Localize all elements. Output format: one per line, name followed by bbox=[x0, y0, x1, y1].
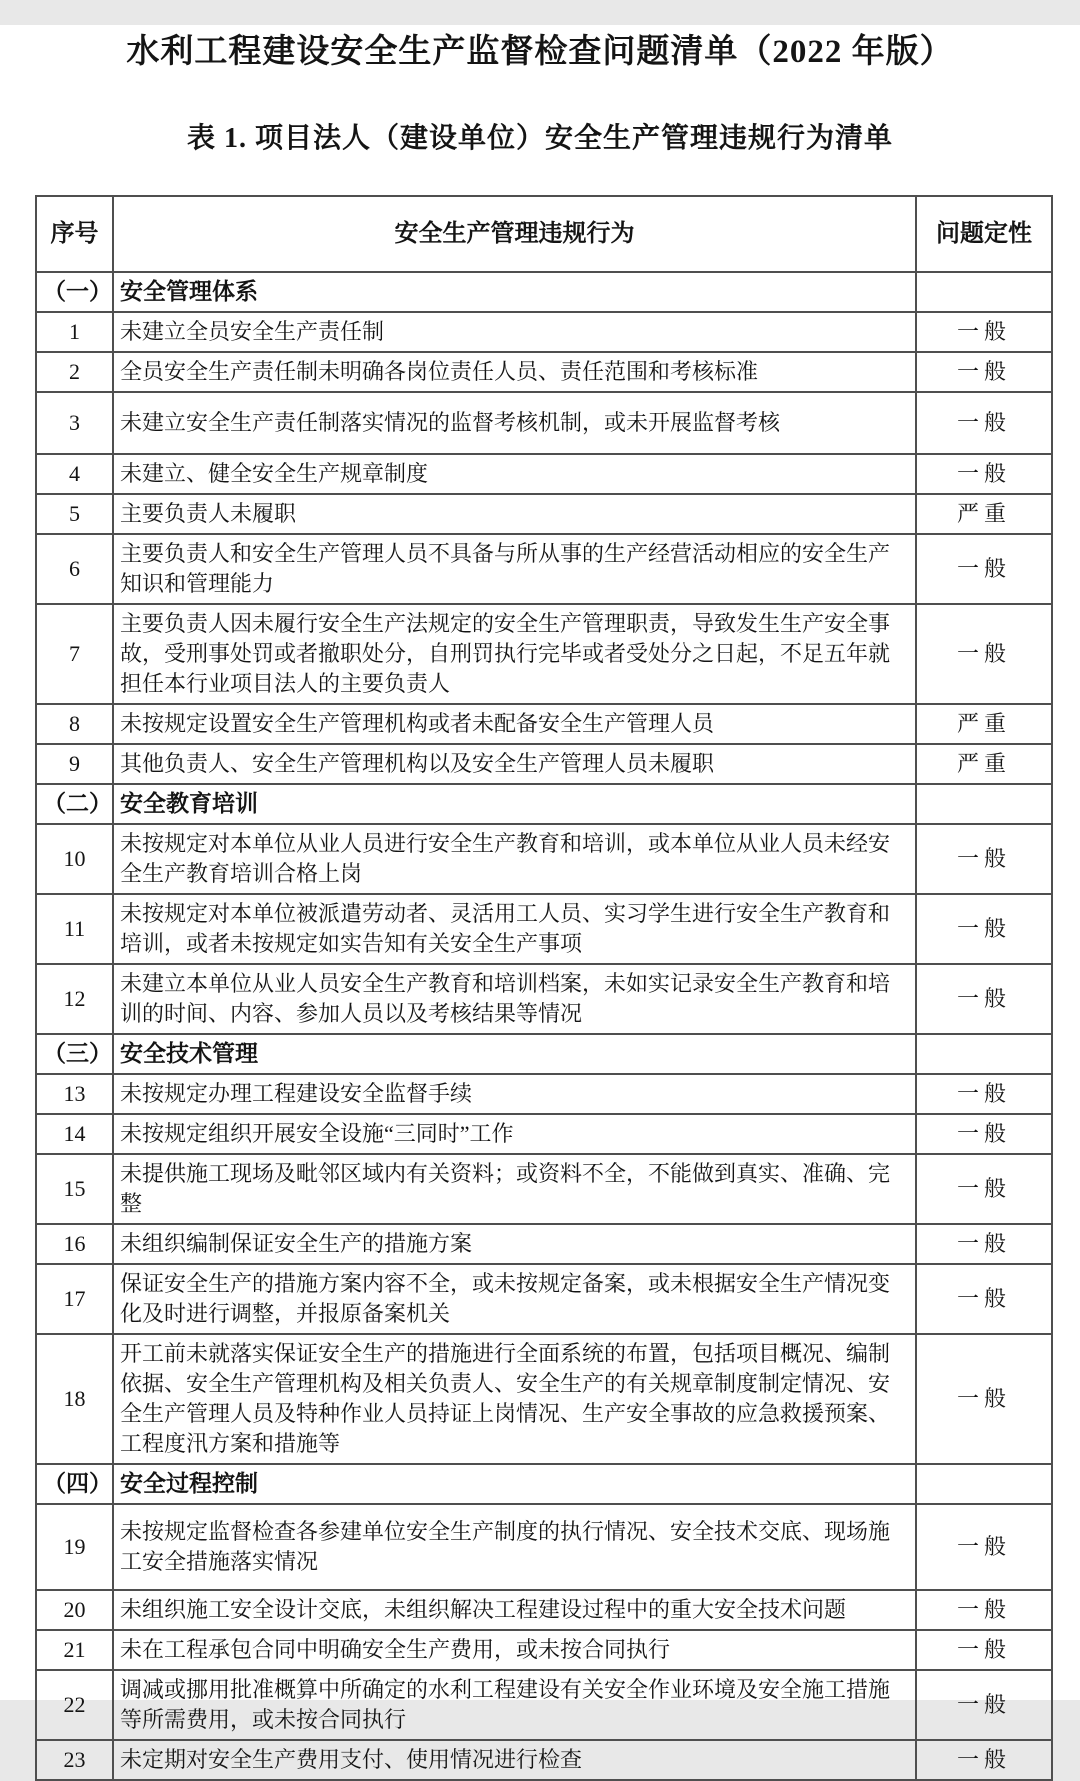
row-number: 9 bbox=[36, 744, 113, 784]
severity-label: 一般 bbox=[916, 1334, 1052, 1464]
violation-behavior-text: 主要负责人未履职 bbox=[113, 494, 916, 534]
row-number: 12 bbox=[36, 964, 113, 1034]
violation-behavior-text: 调减或挪用批准概算中所确定的水利工程建设有关安全作业环境及安全施工措施等所需费用，或未按合同执行 bbox=[113, 1670, 916, 1740]
table-row bbox=[36, 392, 1052, 454]
table-row bbox=[36, 1114, 1052, 1154]
row-number: 23 bbox=[36, 1740, 113, 1780]
table-row bbox=[36, 1224, 1052, 1264]
document-title: 水利工程建设安全生产监督检查问题清单（2022 年版） bbox=[126, 34, 954, 70]
severity-label: 一般 bbox=[916, 894, 1052, 964]
table-row bbox=[36, 824, 1052, 894]
violation-behavior-text: 主要负责人和安全生产管理人员不具备与所从事的生产经营活动相应的安全生产知识和管理能力 bbox=[113, 534, 916, 604]
row-number: 16 bbox=[36, 1224, 113, 1264]
table-row bbox=[36, 494, 1052, 534]
violation-behavior-text: 未在工程承包合同中明确安全生产费用，或未按合同执行 bbox=[113, 1630, 916, 1670]
violation-behavior-text: 保证安全生产的措施方案内容不全，或未按规定备案，或未根据安全生产情况变化及时进行调整，并报原备案机关 bbox=[113, 1264, 916, 1334]
violation-behavior-text: 安全教育培训 bbox=[113, 784, 916, 824]
table-header bbox=[36, 196, 1052, 272]
violation-behavior-text: 安全过程控制 bbox=[113, 1464, 916, 1504]
table-row bbox=[36, 1334, 1052, 1464]
violation-behavior-text: 开工前未就落实保证安全生产的措施进行全面系统的布置，包括项目概况、编制依据、安全生产管理机构及相关负责人、安全生产的有关规章制度制定情况、安全生产管理人员及特种作业人员持证上岗情况、生产安全事故的应急救援预案、工程度汛方案和措施等 bbox=[113, 1334, 916, 1464]
table-row bbox=[36, 1074, 1052, 1114]
row-number: （四） bbox=[36, 1464, 113, 1504]
table-row bbox=[36, 1504, 1052, 1590]
row-number: 15 bbox=[36, 1154, 113, 1224]
severity-label: 严重 bbox=[916, 494, 1052, 534]
severity-label: 一般 bbox=[916, 534, 1052, 604]
severity-label bbox=[916, 1464, 1052, 1504]
severity-label: 一般 bbox=[916, 604, 1052, 704]
table-row bbox=[36, 604, 1052, 704]
row-number: 5 bbox=[36, 494, 113, 534]
table-row bbox=[36, 1630, 1052, 1670]
table-row bbox=[36, 312, 1052, 352]
violation-behavior-text: 未按规定设置安全生产管理机构或者未配备安全生产管理人员 bbox=[113, 704, 916, 744]
severity-label: 一般 bbox=[916, 1114, 1052, 1154]
severity-label: 一般 bbox=[916, 352, 1052, 392]
severity-label: 一般 bbox=[916, 1504, 1052, 1590]
section-row bbox=[36, 1034, 1052, 1074]
table-caption: 表 1. 项目法人（建设单位）安全生产管理违规行为清单 bbox=[186, 123, 893, 154]
severity-label: 一般 bbox=[916, 964, 1052, 1034]
document-page bbox=[0, 25, 1080, 1772]
table-row bbox=[36, 534, 1052, 604]
violation-behavior-text: 未建立全员安全生产责任制 bbox=[113, 312, 916, 352]
violation-behavior-text: 未按规定对本单位从业人员进行安全生产教育和培训，或本单位从业人员未经安全生产教育培训合格上岗 bbox=[113, 824, 916, 894]
violation-behavior-text: 安全管理体系 bbox=[113, 272, 916, 312]
severity-label: 一般 bbox=[916, 1590, 1052, 1630]
severity-label: 严重 bbox=[916, 744, 1052, 784]
row-number: （一） bbox=[36, 272, 113, 312]
row-number: （三） bbox=[36, 1034, 113, 1074]
severity-label: 一般 bbox=[916, 454, 1052, 494]
severity-label: 一般 bbox=[916, 312, 1052, 352]
table-row bbox=[36, 1740, 1052, 1780]
row-number: 10 bbox=[36, 824, 113, 894]
violations-table-body bbox=[36, 272, 1052, 1780]
header-violation-behavior: 安全生产管理违规行为 bbox=[113, 196, 916, 272]
row-number: 6 bbox=[36, 534, 113, 604]
severity-label bbox=[916, 1034, 1052, 1074]
row-number: 14 bbox=[36, 1114, 113, 1154]
violation-behavior-text: 未提供施工现场及毗邻区域内有关资料；或资料不全，不能做到真实、准确、完整 bbox=[113, 1154, 916, 1224]
severity-label: 一般 bbox=[916, 1740, 1052, 1780]
severity-label: 严重 bbox=[916, 704, 1052, 744]
section-row bbox=[36, 272, 1052, 312]
row-number: 20 bbox=[36, 1590, 113, 1630]
table-row bbox=[36, 704, 1052, 744]
section-row bbox=[36, 784, 1052, 824]
row-number: 11 bbox=[36, 894, 113, 964]
severity-label: 一般 bbox=[916, 824, 1052, 894]
violation-behavior-text: 未按规定组织开展安全设施“三同时”工作 bbox=[113, 1114, 916, 1154]
table-row bbox=[36, 894, 1052, 964]
table-row bbox=[36, 964, 1052, 1034]
row-number: 22 bbox=[36, 1670, 113, 1740]
violation-behavior-text: 未建立安全生产责任制落实情况的监督考核机制，或未开展监督考核 bbox=[113, 392, 916, 454]
section-row bbox=[36, 1464, 1052, 1504]
severity-label: 一般 bbox=[916, 392, 1052, 454]
row-number: 18 bbox=[36, 1334, 113, 1464]
severity-label bbox=[916, 272, 1052, 312]
severity-label: 一般 bbox=[916, 1074, 1052, 1114]
row-number: 13 bbox=[36, 1074, 113, 1114]
violation-behavior-text: 全员安全生产责任制未明确各岗位责任人员、责任范围和考核标准 bbox=[113, 352, 916, 392]
row-number: 2 bbox=[36, 352, 113, 392]
row-number: 7 bbox=[36, 604, 113, 704]
header-problem-severity: 问题定性 bbox=[916, 196, 1052, 272]
violation-behavior-text: 安全技术管理 bbox=[113, 1034, 916, 1074]
table-row bbox=[36, 1264, 1052, 1334]
header-serial-number: 序号 bbox=[36, 196, 113, 272]
severity-label: 一般 bbox=[916, 1630, 1052, 1670]
violation-behavior-text: 未按规定对本单位被派遣劳动者、灵活用工人员、实习学生进行安全生产教育和培训，或者未按规定如实告知有关安全生产事项 bbox=[113, 894, 916, 964]
severity-label: 一般 bbox=[916, 1264, 1052, 1334]
violation-behavior-text: 未建立本单位从业人员安全生产教育和培训档案，未如实记录安全生产教育和培训的时间、内容、参加人员以及考核结果等情况 bbox=[113, 964, 916, 1034]
table-row bbox=[36, 1670, 1052, 1740]
violation-behavior-text: 未组织施工安全设计交底，未组织解决工程建设过程中的重大安全技术问题 bbox=[113, 1590, 916, 1630]
table-row bbox=[36, 1590, 1052, 1630]
violation-behavior-text: 未按规定监督检查各参建单位安全生产制度的执行情况、安全技术交底、现场施工安全措施落实情况 bbox=[113, 1504, 916, 1590]
violation-behavior-text: 未定期对安全生产费用支付、使用情况进行检查 bbox=[113, 1740, 916, 1780]
table-row bbox=[36, 744, 1052, 784]
row-number: 17 bbox=[36, 1264, 113, 1334]
violation-behavior-text: 其他负责人、安全生产管理机构以及安全生产管理人员未履职 bbox=[113, 744, 916, 784]
table-row bbox=[36, 1154, 1052, 1224]
table-row bbox=[36, 352, 1052, 392]
violation-behavior-text: 主要负责人因未履行安全生产法规定的安全生产管理职责，导致发生生产安全事故，受刑事处罚或者撤职处分，自刑罚执行完毕或者受处分之日起，不足五年就担任本行业项目法人的主要负责人 bbox=[113, 604, 916, 704]
severity-label: 一般 bbox=[916, 1154, 1052, 1224]
violation-behavior-text: 未组织编制保证安全生产的措施方案 bbox=[113, 1224, 916, 1264]
header-row bbox=[36, 196, 1052, 272]
row-number: 21 bbox=[36, 1630, 113, 1670]
severity-label: 一般 bbox=[916, 1224, 1052, 1264]
violations-table bbox=[35, 195, 1053, 1781]
severity-label: 一般 bbox=[916, 1670, 1052, 1740]
table-row bbox=[36, 454, 1052, 494]
row-number: 8 bbox=[36, 704, 113, 744]
violation-behavior-text: 未按规定办理工程建设安全监督手续 bbox=[113, 1074, 916, 1114]
row-number: 1 bbox=[36, 312, 113, 352]
severity-label bbox=[916, 784, 1052, 824]
row-number: （二） bbox=[36, 784, 113, 824]
row-number: 3 bbox=[36, 392, 113, 454]
violation-behavior-text: 未建立、健全安全生产规章制度 bbox=[113, 454, 916, 494]
row-number: 4 bbox=[36, 454, 113, 494]
row-number: 19 bbox=[36, 1504, 113, 1590]
